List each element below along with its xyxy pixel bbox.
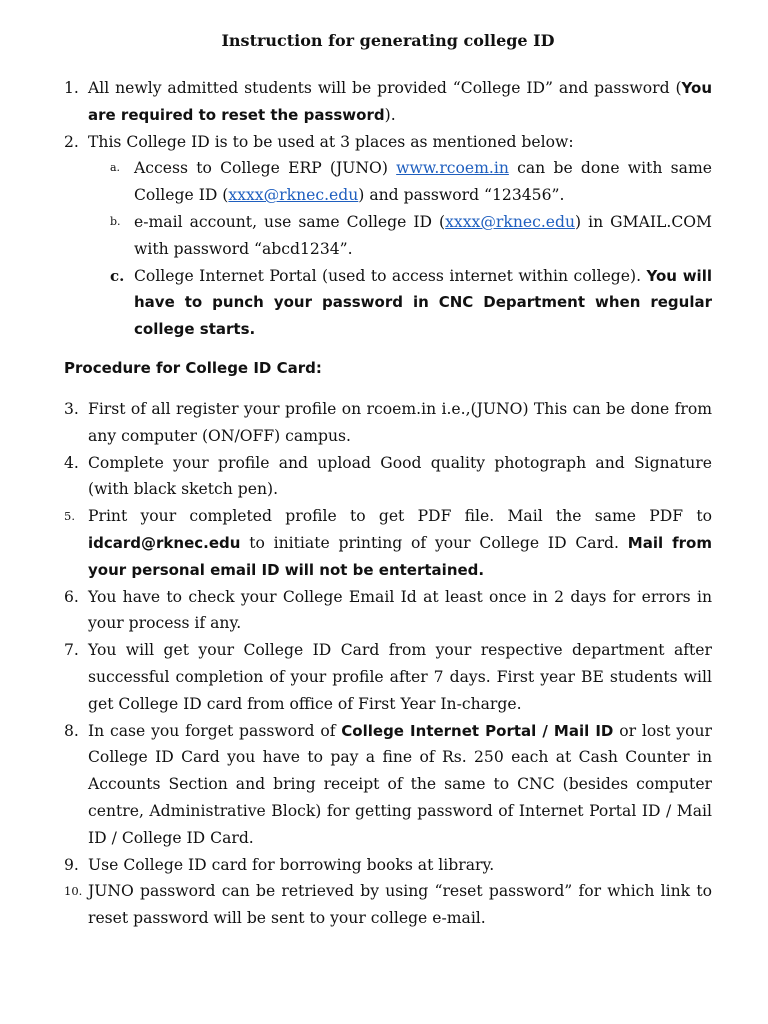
item-text: Complete your profile and upload Good quality photograph and Signature (with black sketch pen). (88, 453, 712, 499)
item-text: You have to check your College Email Id at least once in 2 days for errors in your process if any. (88, 587, 712, 633)
sub-item-text: can be done with same College ID ( (134, 159, 712, 205)
item-text: Print your completed profile to get PDF file. Mail the same PDF to (88, 507, 712, 526)
college-email-link[interactable]: xxxx@rknec.edu (228, 186, 359, 205)
list-item (64, 503, 712, 583)
procedure-list (64, 396, 712, 932)
item-number: 5. (64, 509, 75, 524)
sub-list-item (110, 209, 712, 263)
instruction-list (64, 75, 712, 343)
item-number: 2. (64, 132, 79, 151)
college-email-link[interactable]: xxxx@rknec.edu (445, 212, 576, 231)
list-item (64, 75, 712, 129)
item-text: All newly admitted students will be provided “College ID” and password ( (88, 79, 682, 97)
item-text: Use College ID card for borrowing books at library. (88, 855, 495, 874)
sub-list (88, 155, 712, 343)
list-item (64, 878, 712, 932)
item-number: 4. (64, 453, 79, 472)
list-item (64, 852, 712, 879)
item-text: This College ID is to be used at 3 places as mentioned below: (88, 132, 574, 151)
item-text: In case you forget password of (88, 721, 342, 740)
list-item (64, 450, 712, 504)
sub-item-letter: c. (110, 266, 125, 285)
item-text: or lost your College ID Card you have to pay a fine of Rs. 250 each at Cash Counter in Accounts Section and bring receipt of the same to CNC (besides computer centre, Administrative Block) for getting password of Internet Portal ID / Mail ID / College ID Card. (88, 721, 712, 847)
item-number: 7. (64, 641, 79, 660)
list-item (64, 584, 712, 638)
sub-list-item (110, 155, 712, 209)
sub-item-letter: b. (110, 214, 121, 228)
item-text: to initiate printing of your College ID Card. (240, 533, 628, 552)
sub-item-text: College Internet Portal (used to access internet within college). (134, 266, 642, 285)
item-bold-text: College Internet Portal / Mail ID (341, 721, 614, 740)
item-number: 9. (64, 855, 79, 874)
list-item (64, 129, 712, 343)
sub-item-text: Access to College ERP (JUNO) (134, 159, 397, 178)
list-item (64, 718, 712, 852)
item-bold-text: Mail from your personal email ID will not be entertained. (88, 533, 712, 579)
rcoem-link[interactable]: www.rcoem.in (396, 159, 509, 178)
sub-list-item (110, 263, 712, 343)
sub-item-text: e-mail account, use same College ID ( (134, 212, 446, 231)
item-number: 3. (64, 399, 79, 418)
sub-item-letter: a. (110, 161, 121, 175)
document-title: Instruction for generating college ID (221, 31, 555, 50)
item-number: 8. (64, 721, 79, 740)
sub-item-bold-text: You will have to punch your password in CNC Department when regular college starts. (134, 266, 712, 339)
procedure-heading: Procedure for College ID Card: (64, 358, 322, 377)
item-text: ). (384, 105, 396, 124)
item-text: You will get your College ID Card from your respective department after successful completion of your profile after 7 days. First year BE students will get College ID card from office of First Year In-charge. (88, 641, 712, 713)
item-number: 1. (64, 79, 79, 97)
sub-item-text: ) and password “123456”. (358, 186, 565, 205)
item-number: 6. (64, 587, 79, 606)
list-item (64, 637, 712, 717)
item-text: JUNO password can be retrieved by using “reset password” for which link to reset password will be sent to your college e-mail. (88, 882, 712, 928)
item-bold-text: You are required to reset the password (88, 79, 712, 124)
item-text: First of all register your profile on rcoem.in i.e.,(JUNO) This can be done from any computer (ON/OFF) campus. (88, 399, 712, 445)
item-number: 10. (64, 884, 83, 899)
list-item (64, 396, 712, 450)
sub-item-text: ) in GMAIL.COM with password “abcd1234”. (134, 212, 712, 258)
idcard-email: idcard@rknec.edu (88, 533, 241, 552)
